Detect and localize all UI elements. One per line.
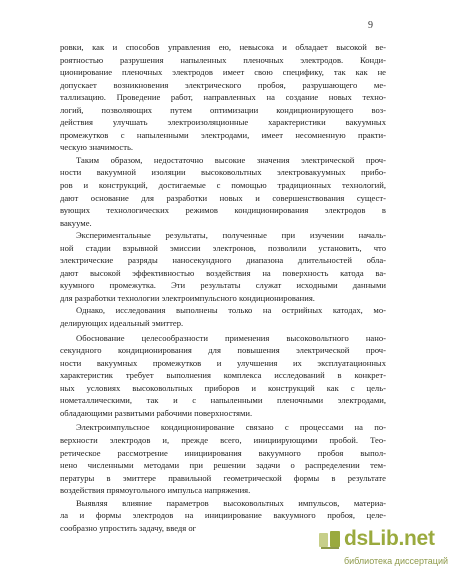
- text-line: нено численными методами при решении задачи о распределении тем-: [60, 460, 386, 471]
- text-line: сообразно упростить задачу, введя ог: [60, 522, 197, 533]
- text-line: электрические разряды наносекундного диапазона длительностей обла-: [60, 255, 386, 266]
- dslib-logo-icon: [318, 529, 342, 551]
- text-line: Таким образом, недостаточно высокие значения электрической проч-: [76, 154, 386, 165]
- text-line: вакууме.: [60, 217, 92, 228]
- text-line: ческую значимость.: [60, 142, 134, 153]
- text-line: логий, позволяющих путем оптимизации кондиционирующего воз-: [60, 104, 386, 115]
- text-line: характеристик требует выполнения комплекса исследований в конкрет-: [60, 370, 386, 381]
- dslib-watermark[interactable]: [318, 527, 449, 573]
- text-line: Электроимпульсное кондиционирование связано с процессами на по-: [76, 422, 386, 433]
- watermark-logo-text: dsLib.net: [344, 527, 435, 550]
- text-line: верхности электродов и, прежде всего, инициирующими пробой. Тео-: [60, 434, 386, 445]
- text-line: нометаллическими, так и с напыленными пленочными электродами,: [60, 395, 386, 406]
- text-line: ровки, как и способов управления ею, невысока и обладает высокой ве-: [60, 42, 386, 52]
- text-line: Обоснование целесообразности применения высоковольтного нано-: [76, 332, 386, 343]
- text-line: Выявляя влияние параметров высоковольтных импульсов, материа-: [76, 497, 386, 508]
- text-line: пературы в эмиттере правильной геометрической формы в результате: [60, 472, 386, 483]
- text-line: вующих технологических режимов кондиционирования электродов в: [60, 205, 386, 216]
- page-number: 9: [368, 20, 373, 31]
- text-line: Однако, исследования выполнены только на острийных катодах, мо-: [76, 305, 386, 316]
- text-line: обладающими развитыми рабочими поверхностями.: [60, 407, 253, 418]
- text-line: дают основание для разработки новых и совершенствования сущест-: [60, 192, 386, 203]
- text-line: куумного промежутка. Эти результаты служат исходными данными: [60, 280, 386, 291]
- watermark-tagline: библиотека диссертаций: [344, 556, 449, 566]
- text-line: допускает возникновения электрического пробоя, разрушающего ме-: [60, 79, 386, 90]
- text-line: секундного кондиционирования для повышения электрической проч-: [60, 345, 386, 356]
- text-line: Экспериментальные результаты, полученные при изучении началь-: [76, 230, 386, 241]
- text-line: ности вакуумной изоляции высоковольтных электровакуумных прибо-: [60, 167, 386, 178]
- text-line: воздействия прямоугольного импульса напряжения.: [60, 485, 251, 496]
- text-line: промежутков с напыленными электродами, имеет несомненную практи-: [60, 129, 386, 140]
- watermark-logo-row: [318, 527, 444, 551]
- text-line: ров и конструкций, достигаемые с помощью традиционных технологий,: [60, 180, 386, 191]
- text-line: ретическое рассмотрение инициирования вакуумного пробоя выпол-: [60, 447, 386, 458]
- text-line: роятностью разрушения напыленных пленочных электродов. Конди-: [60, 54, 386, 65]
- text-line: дают высокой эффективностью воздействия на поверхность катода ва-: [60, 267, 386, 278]
- text-line: действия улучшать электроизоляционные характеристики вакуумных: [60, 117, 386, 128]
- document-body: [60, 41, 386, 534]
- text-line: делирующих идеальный эмиттер.: [60, 318, 184, 329]
- text-line: ности вакуумных промежутков и улучшения их эксплуатационных: [60, 357, 386, 368]
- text-line: для разработки технологии электроимпульсного кондиционирования.: [60, 292, 315, 303]
- text-line: таллизацию. Проведение работ, направленных на создание новых техно-: [60, 92, 386, 103]
- text-line: ционирование пленочных электродов имеет свою специфику, так как не: [60, 67, 386, 78]
- text-line: ла и формы электродов на инициирование вакуумного пробоя, целе-: [60, 510, 386, 521]
- text-line: ных условиях высоковольтных приборов и конструкций как с цель-: [60, 382, 386, 393]
- text-line: ной стадии взрывной эмиссии электронов, позволили установить, что: [60, 242, 386, 253]
